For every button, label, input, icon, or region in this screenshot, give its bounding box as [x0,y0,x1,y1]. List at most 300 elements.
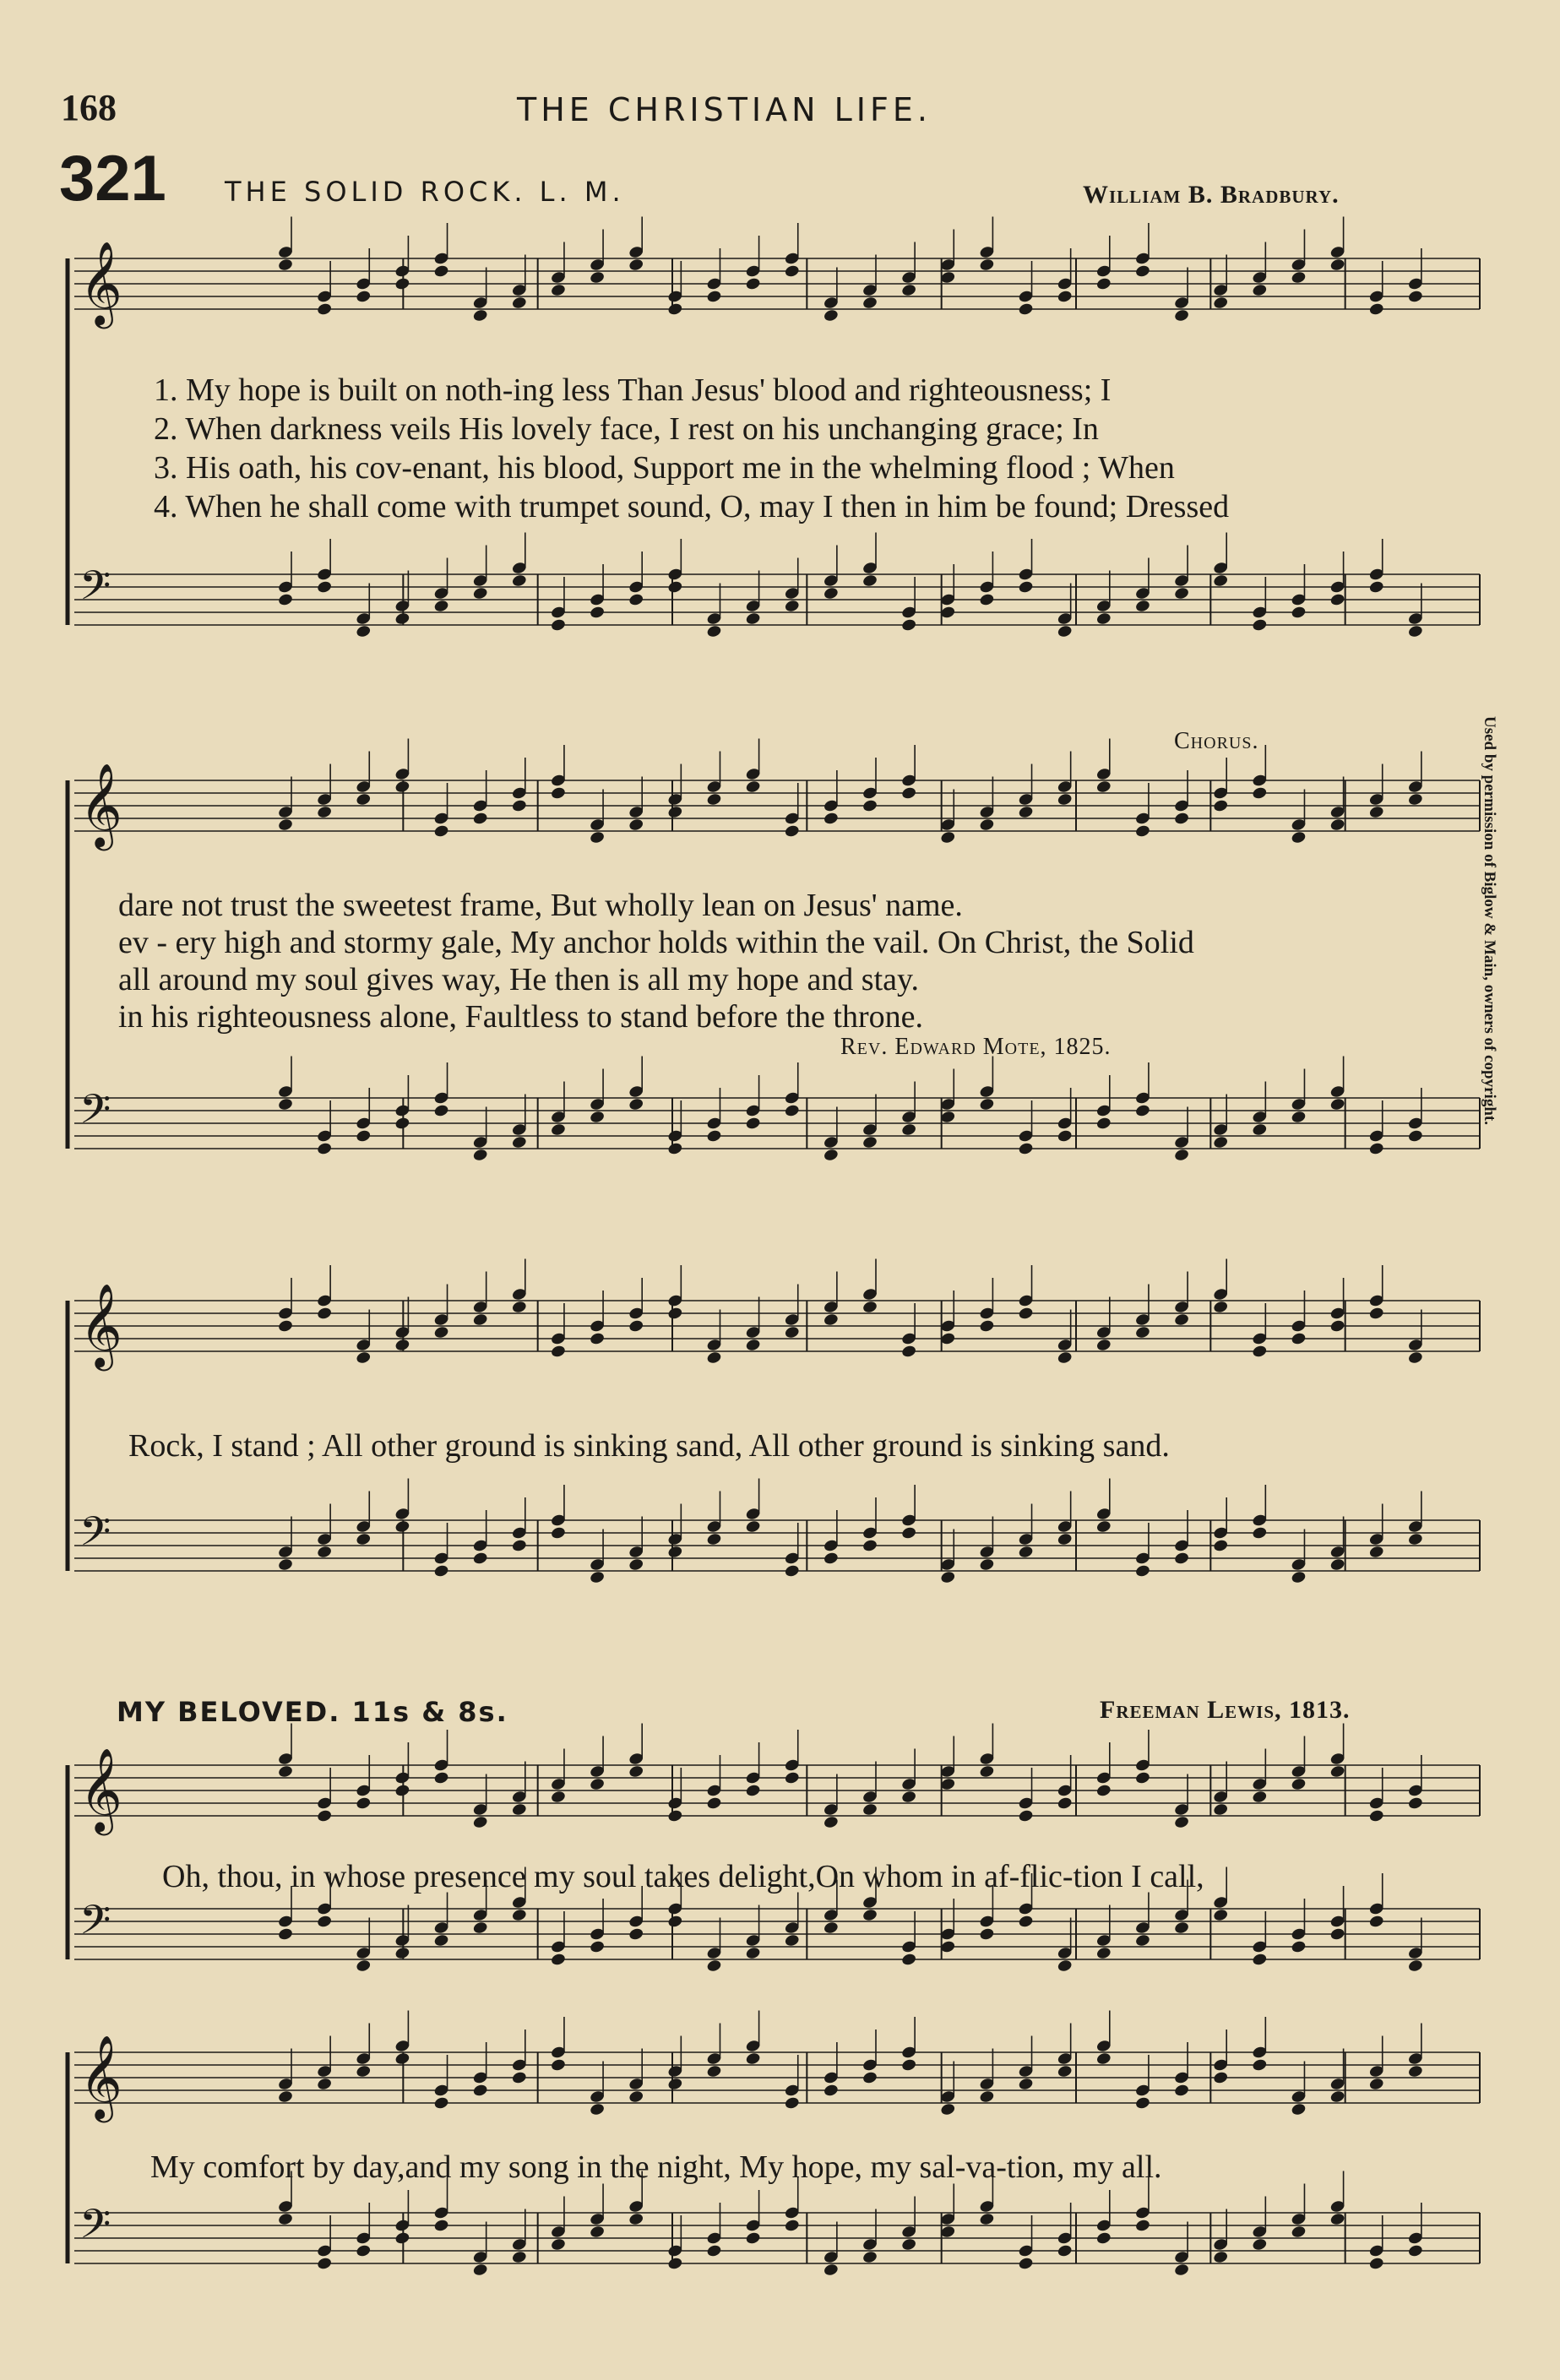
note-head [745,780,761,794]
note-head [394,2051,410,2066]
note-head [1057,1959,1073,1973]
note-head [1407,2064,1423,2078]
note-head [317,1915,333,1929]
note-head [862,1135,878,1149]
note-head [979,1097,995,1111]
note-head [628,2089,644,2104]
note-head [1095,1946,1112,1960]
note-head [1134,1104,1150,1118]
note-head [784,2096,800,2111]
note-head [1213,1802,1229,1817]
note-head [472,2263,488,2277]
note-head [1173,1551,1189,1566]
verse-line-2: 2. When darkness veils His lovely face, I rest on his unchanging grace; In [154,411,1099,447]
note-head [356,2244,372,2258]
note-head [511,296,527,310]
note-head [472,1815,488,1829]
note-head [589,1110,605,1124]
note-head [589,830,605,845]
note-head [472,1148,488,1162]
note-head [940,2102,956,2116]
note-head [706,1796,722,1811]
note-head [862,799,878,813]
note-head [550,1345,566,1359]
note-head [823,812,839,826]
note-head [706,290,722,304]
note-head [862,1539,878,1553]
chorus-lyric-line: Rock, I stand ; All other ground is sinking sand, All other ground is sinking sand. [128,1428,1170,1464]
note-head [1252,1122,1268,1137]
note-head [1407,290,1423,304]
note-head [901,1345,917,1359]
note-head [1095,611,1112,626]
note-head [1173,1815,1189,1829]
note-head [1291,1570,1307,1584]
verse-line-7: all around my soul gives way, He then is all my hope and stay. [118,962,920,997]
note-head [706,624,722,638]
note-head [901,618,917,633]
note-head [1291,2225,1307,2239]
note-head [706,792,722,807]
note-head [511,2071,527,2085]
note-head [472,1921,488,1935]
note-head [1291,270,1307,285]
note-head [1018,1142,1034,1156]
note-head [784,599,800,613]
note-head [1213,1300,1229,1314]
note-head [511,2250,527,2264]
note-head [1291,1110,1307,1124]
verse-line-4: 4. When he shall come with trumpet sound, O, may I then in him be found; Dressed [154,489,1230,524]
note-head [667,302,683,317]
note-head [1368,1809,1384,1823]
note-head [1134,1325,1150,1339]
note-head [356,624,372,638]
note-head [589,1570,605,1584]
note-head [1095,780,1112,794]
note-head [706,1959,722,1973]
verse-line-3: 3. His oath, his cov-enant, his blood, Support me in the whelming flood ; When [154,450,1175,486]
note-head [1134,1771,1150,1785]
note-head [1134,1564,1150,1579]
note-head [1213,1908,1229,1922]
note-head [550,2237,566,2252]
note-head [1057,1532,1073,1546]
note-head [1407,1796,1423,1811]
note-head [1329,1097,1345,1111]
note-head [1018,1545,1034,1559]
note-head [1368,805,1384,819]
note-head [550,1790,566,1804]
lyric-line-1: Oh, thou, in whose presence my soul takes delight,On whom in af-flic-tion I call, [162,1859,1204,1894]
note-head [1018,580,1034,595]
note-head [784,824,800,839]
note-head [667,1142,683,1156]
note-head [472,812,488,826]
note-head [1057,2244,1073,2258]
note-head [394,780,410,794]
note-head [356,1796,372,1811]
verse-line-1: 1. My hope is built on noth-ing less Than Jesus' blood and righteousness; I [154,372,1112,408]
note-head [1407,624,1423,638]
note-head [1329,2212,1345,2226]
note-head [823,1551,839,1566]
treble-clef: 𝄞 [79,1283,122,1368]
note-head [1213,573,1229,588]
hymn-title-2: MY BELOVED. 11s & 8s. [117,1696,508,1728]
note-head [823,1312,839,1327]
note-head [1018,2257,1034,2271]
note-head [589,270,605,285]
note-head [667,580,683,595]
note-head [1057,792,1073,807]
note-head [628,1319,644,1334]
note-head [511,799,527,813]
note-head [862,2250,878,2264]
treble-clef: 𝄞 [79,763,122,848]
note-head [1095,1117,1112,1131]
copyright-note: Used by permission of Biglow & Main, owners of copyright. [1481,716,1498,1125]
chorus-label: Chorus. [1174,728,1259,754]
note-head [1407,1959,1423,1973]
note-head [784,264,800,279]
note-head [317,1307,333,1321]
note-head [1173,1148,1189,1162]
note-head [745,1519,761,1534]
note-head [1329,1764,1345,1779]
note-head [550,2058,566,2073]
note-head [317,805,333,819]
note-head [589,1777,605,1791]
note-head [628,1557,644,1572]
note-head [356,1350,372,1365]
note-head [277,258,293,272]
note-head [706,2244,722,2258]
note-head [1252,2237,1268,2252]
note-head [901,1526,917,1540]
note-head [317,1545,333,1559]
note-head [1368,302,1384,317]
note-head [1173,1921,1189,1935]
note-head [1134,2096,1150,2111]
note-head [550,786,566,801]
note-head [394,277,410,291]
note-head [784,1933,800,1948]
note-head [1368,1545,1384,1559]
note-head [550,1122,566,1137]
note-head [628,1764,644,1779]
note-head [433,264,449,279]
composer-credit-2: Freeman Lewis, 1813. [1100,1696,1351,1724]
note-head [745,1338,761,1352]
note-head [901,283,917,297]
note-head [1057,2064,1073,2078]
note-head [1407,1350,1423,1365]
note-head [901,786,917,801]
note-head [1057,624,1073,638]
note-head [433,2096,449,2111]
note-head [706,1532,722,1546]
note-head [589,2225,605,2239]
note-head [394,1117,410,1131]
note-head [1213,296,1229,310]
note-head [433,1325,449,1339]
note-head [901,1790,917,1804]
verse-line-5: dare not trust the sweetest frame, But wholly lean on Jesus' name. [118,888,963,923]
note-head [472,308,488,323]
note-head [979,818,995,832]
note-head [1252,618,1268,633]
note-head [1368,1142,1384,1156]
note-head [1057,1796,1073,1811]
note-head [823,308,839,323]
note-head [433,2219,449,2233]
note-head [1368,1307,1384,1321]
note-head [628,1097,644,1111]
note-head [1173,2263,1189,2277]
note-head [589,606,605,620]
note-head [784,1104,800,1118]
note-head [1407,792,1423,807]
note-head [1213,1135,1229,1149]
note-head [1213,1539,1229,1553]
note-head [317,1809,333,1823]
note-head [940,830,956,845]
note-head [1368,580,1384,595]
note-head [394,1784,410,1798]
note-head [317,580,333,595]
note-head [940,1570,956,1584]
note-head [628,593,644,607]
note-head [356,1129,372,1144]
note-head [823,2263,839,2277]
note-head [1252,2058,1268,2073]
note-head [1329,2089,1345,2104]
note-head [1134,2219,1150,2233]
note-head [433,1771,449,1785]
note-head [394,1338,410,1352]
note-head [1095,1519,1112,1534]
note-head [511,1135,527,1149]
note-head [901,1953,917,1967]
note-head [1329,258,1345,272]
note-head [667,1809,683,1823]
note-head [979,258,995,272]
note-head [1252,1790,1268,1804]
note-head [511,1300,527,1314]
note-head [1329,1319,1345,1334]
note-head [745,1784,761,1798]
note-head [1095,277,1112,291]
note-head [1368,1915,1384,1929]
note-head [1018,805,1034,819]
note-head [1291,606,1307,620]
note-head [862,2071,878,2085]
note-head [979,1764,995,1779]
note-head [1291,1332,1307,1346]
note-head [277,593,293,607]
note-head [472,1312,488,1327]
note-head [472,2084,488,2098]
note-head [1213,799,1229,813]
note-head [823,1815,839,1829]
note-head [277,1927,293,1942]
note-head [1213,2071,1229,2085]
note-head [394,2231,410,2246]
note-head [1291,830,1307,845]
bass-clef: 𝄢 [79,1896,111,1953]
note-head [511,573,527,588]
note-head [901,2237,917,2252]
note-head [1173,1312,1189,1327]
note-head [277,818,293,832]
verse-line-8: in his righteousness alone, Faultless to stand before the throne. [118,999,923,1035]
note-head [356,1959,372,1973]
note-head [1134,599,1150,613]
note-head [1173,812,1189,826]
bass-clef: 𝄢 [79,1508,111,1565]
note-head [1057,290,1073,304]
note-head [1095,1784,1112,1798]
note-head [1095,1338,1112,1352]
note-head [862,1802,878,1817]
note-head [1407,1129,1423,1144]
note-head [433,1104,449,1118]
note-head [1329,1557,1345,1572]
note-head [1018,302,1034,317]
note-head [1252,1953,1268,1967]
note-head [356,290,372,304]
note-head [823,1921,839,1935]
note-head [589,1332,605,1346]
note-head [745,2051,761,2066]
note-head [511,1802,527,1817]
note-head [1291,2102,1307,2116]
note-head [511,1539,527,1553]
note-head [1252,1526,1268,1540]
note-head [1407,1532,1423,1546]
note-head [667,2257,683,2271]
note-head [472,1551,488,1566]
note-head [550,283,566,297]
note-head [1018,1307,1034,1321]
note-head [628,258,644,272]
note-head [277,2212,293,2226]
note-head [745,277,761,291]
note-head [433,1933,449,1948]
note-head [667,1915,683,1929]
note-head [1018,2077,1034,2091]
note-head [1057,1129,1073,1144]
note-head [277,1557,293,1572]
treble-clef: 𝄞 [79,2035,122,2120]
note-head [706,2064,722,2078]
hymn-title: THE SOLID ROCK. L. M. [225,176,625,208]
note-head [823,586,839,600]
note-head [511,1908,527,1922]
note-head [979,1557,995,1572]
note-head [1252,1345,1268,1359]
note-head [394,1519,410,1534]
note-head [862,1908,878,1922]
treble-clef: 𝄞 [79,1747,122,1833]
note-head [356,2064,372,2078]
composer-credit: William B. Bradbury. [1083,181,1340,209]
note-head [823,2084,839,2098]
note-head [317,302,333,317]
note-head [1173,586,1189,600]
note-head [784,2219,800,2233]
note-head [433,599,449,613]
note-head [1291,1777,1307,1791]
note-head [667,1307,683,1321]
bass-clef: 𝄢 [79,1085,111,1143]
note-head [317,2257,333,2271]
note-head [1329,1927,1345,1942]
note-head [1252,283,1268,297]
note-head [1057,1350,1073,1365]
note-head [667,1545,683,1559]
running-head: THE CHRISTIAN LIFE. [517,91,932,128]
note-head [745,611,761,626]
note-head [550,1526,566,1540]
note-head [589,1940,605,1954]
note-head [1213,2250,1229,2264]
treble-clef: 𝄞 [79,241,122,326]
note-head [628,1927,644,1942]
bass-clef: 𝄢 [79,2200,111,2258]
note-head [979,2089,995,2104]
note-head [901,2058,917,2073]
note-head [862,1300,878,1314]
note-head [667,805,683,819]
note-head [745,2231,761,2246]
lyric-line-2: My comfort by day,and my song in the night, My hope, my sal-va-tion, my all. [150,2149,1162,2185]
note-head [1329,818,1345,832]
note-head [901,1122,917,1137]
note-head [1368,2077,1384,2091]
bass-clef: 𝄢 [79,562,111,619]
note-head [784,1771,800,1785]
note-head [1095,2051,1112,2066]
note-head [979,593,995,607]
note-head [745,1117,761,1131]
lyricist-credit: Rev. Edward Mote, 1825. [840,1034,1112,1060]
note-head [628,2212,644,2226]
note-head [979,1319,995,1334]
note-head [317,1142,333,1156]
note-head [1018,1915,1034,1929]
page-number: 168 [61,87,117,128]
note-head [394,611,410,626]
note-head [277,2089,293,2104]
note-head [317,2077,333,2091]
note-head [1329,593,1345,607]
note-head [394,1946,410,1960]
note-head [1095,2231,1112,2246]
note-head [1134,824,1150,839]
note-head [550,618,566,633]
note-head [1368,2257,1384,2271]
note-head [628,818,644,832]
note-head [1134,264,1150,279]
hymn-number: 321 [59,143,166,215]
note-head [706,1129,722,1144]
note-head [823,1148,839,1162]
verse-line-6: ev - ery high and stormy gale, My anchor holds within the vail. On Christ, the Solid [118,925,1194,960]
note-head [862,573,878,588]
note-head [1018,1809,1034,1823]
